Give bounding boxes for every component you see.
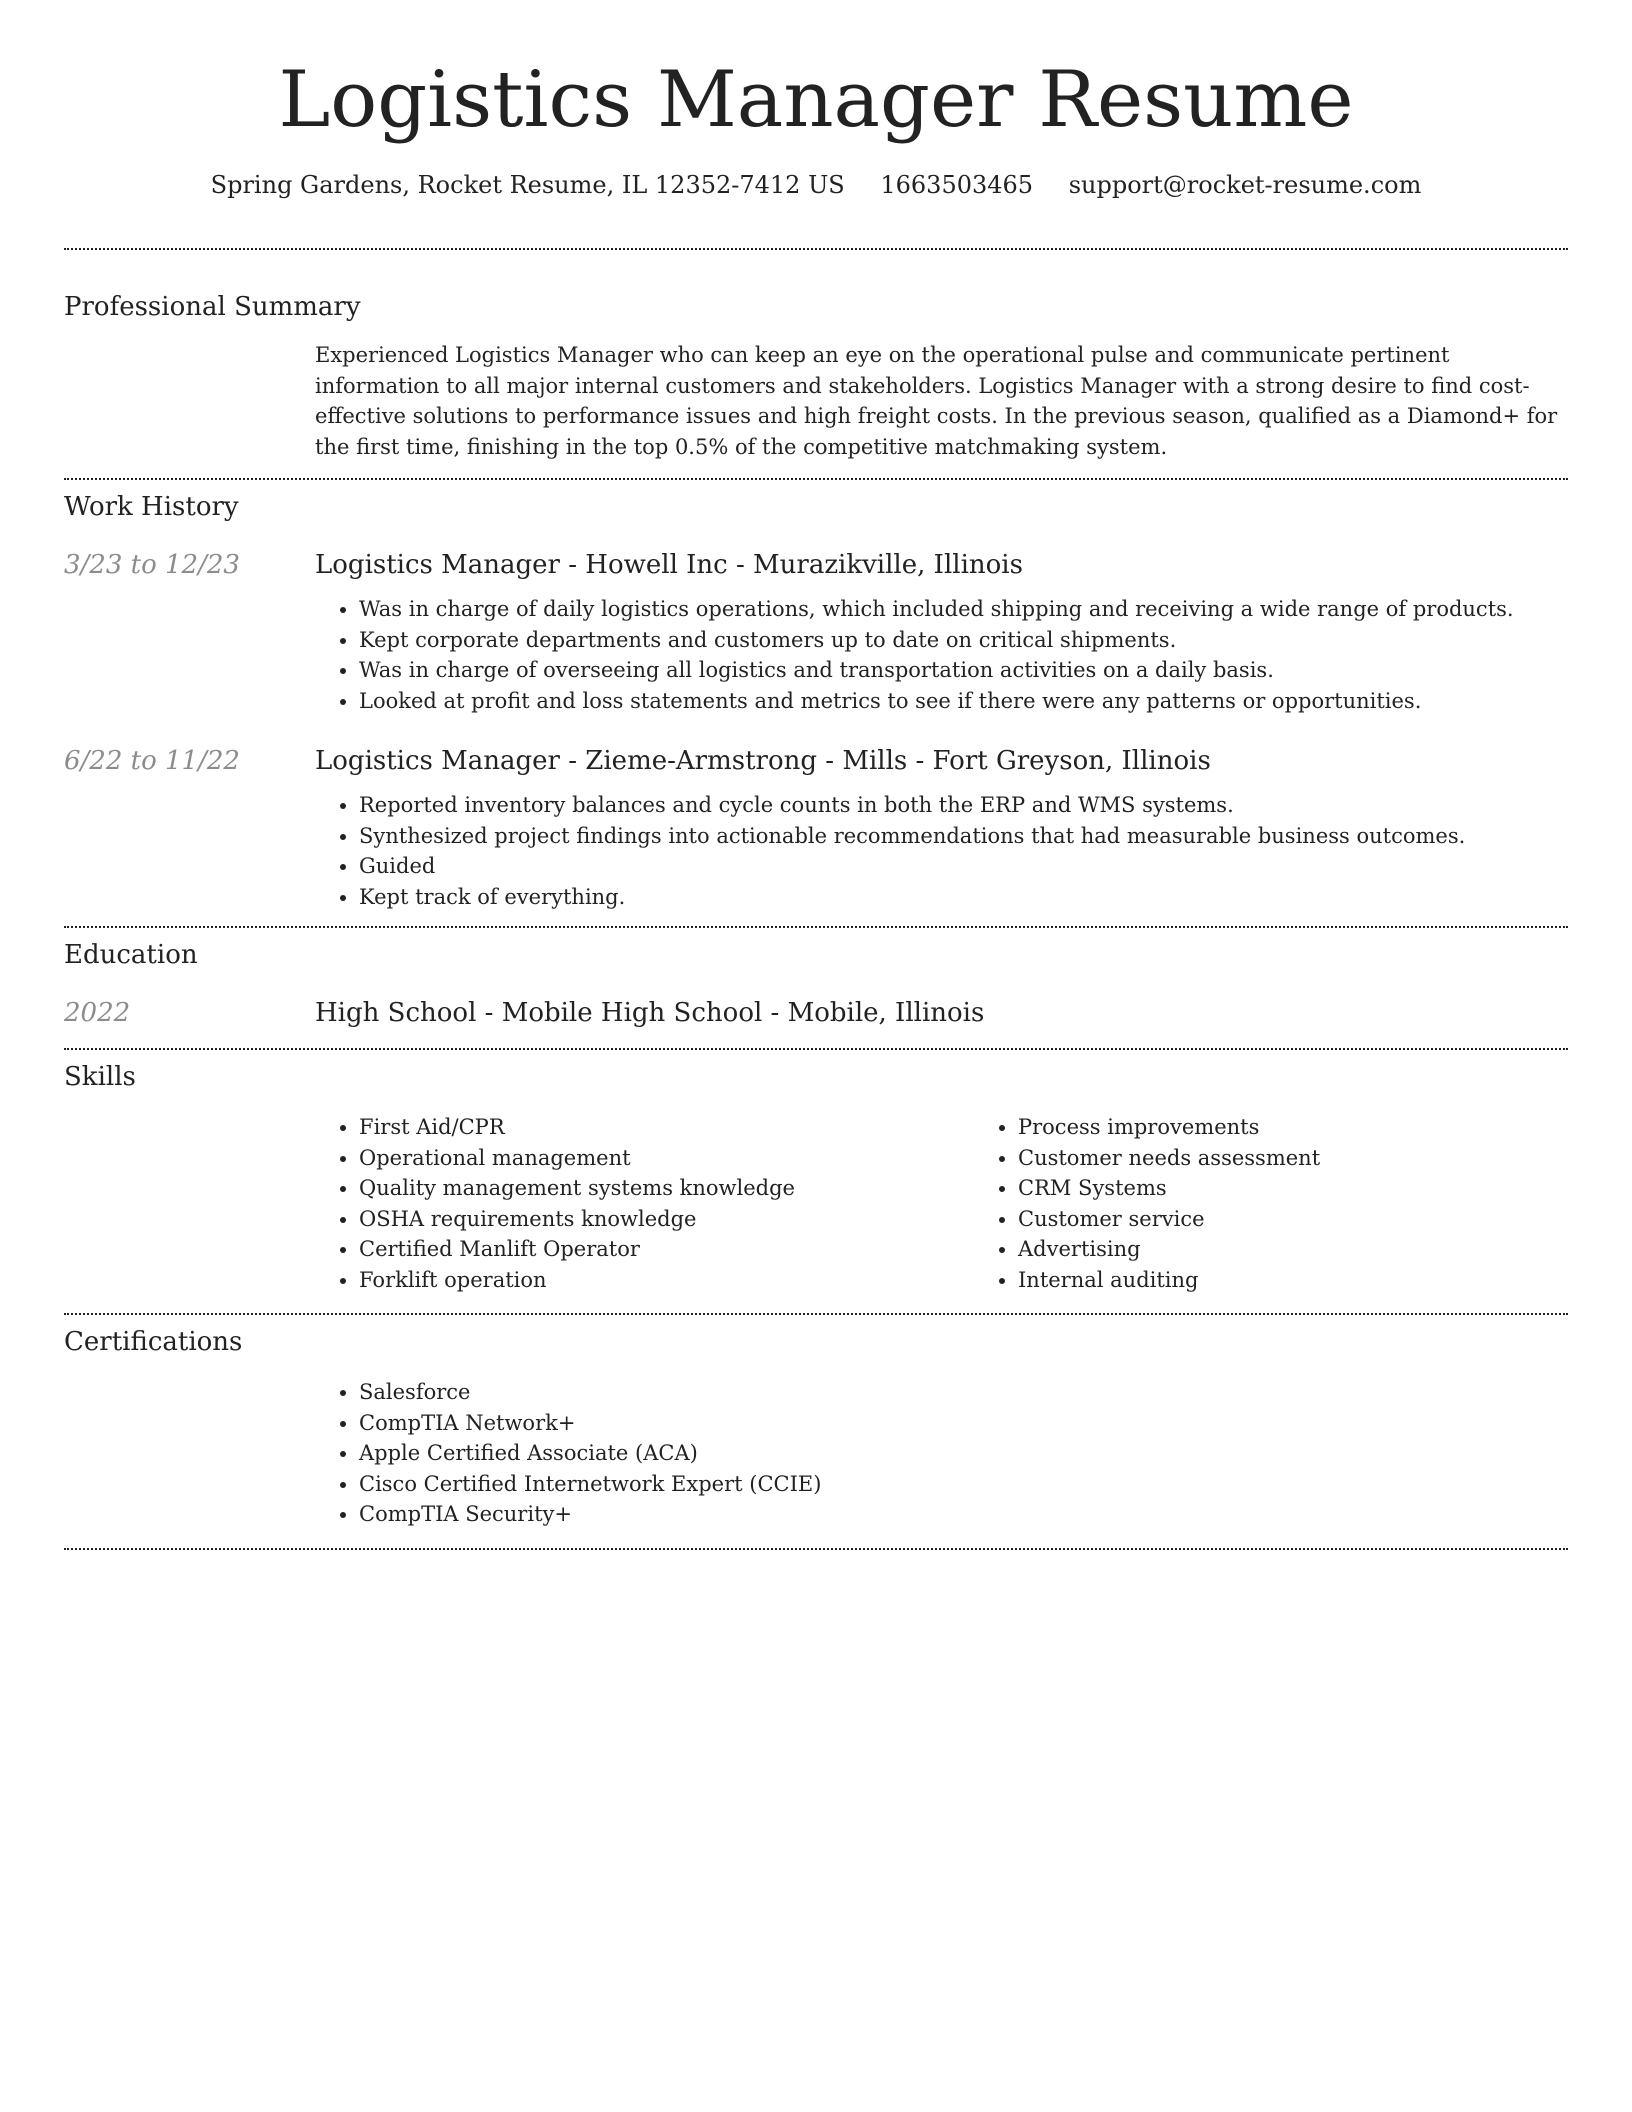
job-title: Logistics Manager - Howell Inc - Murazikville, Illinois: [315, 550, 1023, 580]
list-item: • Was in charge of overseeing all logistics and transportation activities on a daily basis.: [359, 655, 1568, 686]
list-item: • Salesforce: [359, 1377, 1568, 1408]
job-bullets: [315, 790, 1568, 912]
job-dates: 6/22 to 11/22: [64, 746, 240, 776]
address: Spring Gardens, Rocket Resume, IL 12352-7412 US: [210, 171, 845, 199]
list-item: • Was in charge of daily logistics operations, which included shipping and receiving a wide range of products.: [359, 594, 1568, 625]
list-item: • Quality management systems knowledge: [359, 1173, 974, 1204]
education-entry: [64, 996, 1568, 1030]
education-detail: High School - Mobile High School - Mobile, Illinois: [315, 998, 985, 1028]
email: support@rocket-resume.com: [1068, 171, 1422, 199]
list-item: • Internal auditing: [1018, 1265, 1632, 1296]
job-entry: [64, 744, 1568, 912]
job-title: Logistics Manager - Zieme-Armstrong - Mills - Fort Greyson, Illinois: [315, 746, 1211, 776]
certifications-section: [64, 1325, 1568, 1530]
section-title-certifications: Certifications: [64, 1327, 243, 1357]
divider: [64, 478, 1568, 480]
list-item: • CompTIA Network+: [359, 1408, 1568, 1439]
education-section: [64, 938, 1568, 1030]
certifications-list: [315, 1377, 1568, 1530]
list-item: • Customer needs assessment: [1018, 1143, 1632, 1174]
divider: [64, 1548, 1568, 1550]
work-section: [64, 490, 1568, 912]
list-item: • Cisco Certified Internetwork Expert (CCIE): [359, 1469, 1568, 1500]
list-item: • Advertising: [1018, 1234, 1632, 1265]
list-item: • Operational management: [359, 1143, 974, 1174]
job-entry: [64, 548, 1568, 716]
list-item: • Customer service: [1018, 1204, 1632, 1235]
skills-section: [64, 1060, 1568, 1295]
list-item: • Synthesized project findings into actionable recommendations that had measurable business outcomes.: [359, 821, 1568, 852]
resume-title: Logistics Manager Resume: [278, 55, 1354, 145]
job-dates: 3/23 to 12/23: [64, 550, 240, 580]
list-item: • Kept corporate departments and customers up to date on critical shipments.: [359, 625, 1568, 656]
contact-line: [64, 170, 1568, 200]
list-item: • Guided: [359, 851, 1568, 882]
education-year: 2022: [64, 998, 131, 1028]
summary-text: Experienced Logistics Manager who can keep an eye on the operational pulse and communicate pertinent information to all major internal customers and stakeholders. Logistics Manager with a strong desire to find cost-effective solutions to performance issues and high freight costs. In the previous season, qualified as a Diamond+ for the first time, finishing in the top 0.5% of the competitive matchmaking system.: [315, 343, 1558, 459]
divider: [64, 248, 1568, 250]
section-title-summary: Professional Summary: [64, 292, 361, 322]
section-title-education: Education: [64, 940, 198, 970]
list-item: • Process improvements: [1018, 1112, 1632, 1143]
list-item: • Looked at profit and loss statements and metrics to see if there were any patterns or opportunities.: [359, 686, 1568, 717]
divider: [64, 1048, 1568, 1050]
list-item: • Apple Certified Associate (ACA): [359, 1438, 1568, 1469]
skills-grid: [315, 1112, 1632, 1295]
job-bullets: [315, 594, 1568, 716]
list-item: • OSHA requirements knowledge: [359, 1204, 974, 1235]
resume-page: [64, 0, 1568, 1550]
list-item: • Forklift operation: [359, 1265, 974, 1296]
list-item: • Reported inventory balances and cycle counts in both the ERP and WMS systems.: [359, 790, 1568, 821]
list-item: • CompTIA Security+: [359, 1499, 1568, 1530]
list-item: • Kept track of everything.: [359, 882, 1568, 913]
section-title-work: Work History: [64, 492, 239, 522]
skills-list-right: [974, 1112, 1632, 1295]
phone: 1663503465: [880, 171, 1034, 199]
list-item: • First Aid/CPR: [359, 1112, 974, 1143]
section-title-skills: Skills: [64, 1062, 136, 1092]
summary-section: [64, 290, 1568, 462]
list-item: • CRM Systems: [1018, 1173, 1632, 1204]
list-item: • Certified Manlift Operator: [359, 1234, 974, 1265]
divider: [64, 1313, 1568, 1315]
divider: [64, 926, 1568, 928]
skills-list-left: [315, 1112, 974, 1295]
